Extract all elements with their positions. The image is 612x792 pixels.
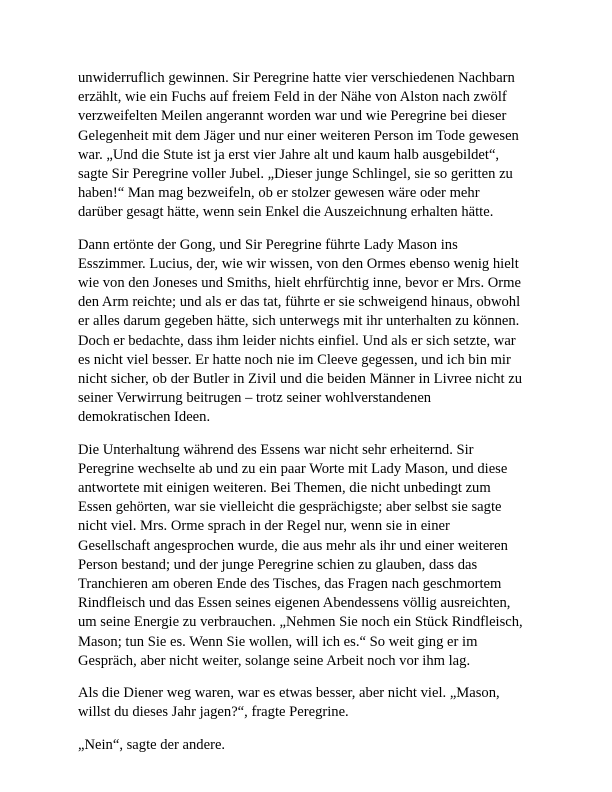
text-line: Tranchieren am oberen Ende des Tisches, das Fragen nach geschmortem (78, 576, 502, 593)
text-line: „Nein“, sagte der andere. (78, 736, 226, 753)
text-line: sagte Sir Peregrine voller Jubel. „Dieser junge Schlingel, sie so geritten zu (78, 166, 513, 183)
text-line: Rindfleisch und das Essen seines eigenen Abendessens völlig ausreichten, (78, 595, 511, 612)
text-line: willst du dieses Jahr jagen?“, fragte Peregrine. (78, 704, 349, 721)
text-line: Gesellschaft angesprochen wurde, die aus mehr als ihr und einer weiteren (78, 537, 508, 554)
text-line: Esszimmer. Lucius, der, wie wir wissen, von den Ormes ebenso wenig hielt (78, 255, 519, 272)
text-line: Peregrine wechselte ab und zu ein paar Worte mit Lady Mason, und diese (78, 460, 508, 477)
text-line: verzweifelten Meilen angerannt worden war und wie Peregrine bei dieser (78, 108, 507, 125)
text-line: war. „Und die Stute ist ja erst vier Jahre alt und kaum halb ausgebildet“, (78, 146, 500, 163)
text-line: Person bestand; und der junge Peregrine schien zu glauben, dass das (78, 556, 478, 573)
text-line: er alles darum gegeben hätte, sich unterwegs mit ihr unterhalten zu können. (78, 313, 520, 330)
paragraph-1 (78, 69, 540, 223)
text-line: Doch er bedachte, dass ihm leider nichts einfiel. Und als er sich setzte, war (78, 332, 516, 349)
text-line: darüber gesagt hätte, wenn sein Enkel die Auszeichnung erhalten hätte. (78, 204, 494, 221)
document-page (78, 69, 540, 768)
text-line: nicht sicher, ob der Butler in Zivil und die beiden Männer in Livree nicht zu (78, 371, 522, 388)
paragraph-2 (78, 236, 540, 428)
text-line: Essen gehörten, war sie vielleicht die gesprächigste; aber selbst sie sagte (78, 499, 502, 516)
text-line: nicht viel. Mrs. Orme sprach in der Regel nur, wenn sie in einer (78, 518, 450, 535)
paragraph-3 (78, 441, 540, 671)
text-line: Gespräch, aber nicht weiter, solange seine Arbeit noch vor ihm lag. (78, 652, 471, 669)
text-line: unwiderruflich gewinnen. Sir Peregrine hatte vier verschiedenen Nachbarn (78, 70, 515, 86)
text-line: Gelegenheit mit dem Jäger und nur einer weiteren Person im Tode gewesen (78, 127, 519, 144)
text-line: demokratischen Ideen. (78, 409, 211, 426)
text-line: es nicht viel besser. Er hatte noch nie im Cleeve gegessen, und ich bin mir (78, 351, 511, 368)
text-line: erzählt, wie ein Fuchs auf freiem Feld in der Nähe von Alston nach zwölf (78, 89, 507, 106)
text-line: antwortete mit einigen weiteren. Bei Themen, die nicht unbedingt zum (78, 480, 491, 497)
text-line: Die Unterhaltung während des Essens war nicht sehr erheiternd. Sir (78, 441, 474, 458)
paragraph-4 (78, 684, 540, 722)
text-line: wie von den Joneses und Smiths, hielt ehrfürchtig inne, bevor er Mrs. Orme (78, 275, 521, 292)
text-line: seiner Verwirrung beitrugen – trotz seiner wohlverstandenen (78, 390, 432, 407)
paragraph-5 (78, 736, 540, 755)
text-line: um seine Energie zu verbrauchen. „Nehmen Sie noch ein Stück Rindfleisch, (78, 614, 523, 631)
text-line: Dann ertönte der Gong, und Sir Peregrine führte Lady Mason ins (78, 236, 458, 253)
text-line: den Arm reichte; und als er das tat, führte er sie schweigend hinaus, obwohl (78, 294, 521, 311)
text-line: haben!“ Man mag bezweifeln, ob er stolzer gewesen wäre oder mehr (78, 185, 480, 202)
text-line: Als die Diener weg waren, war es etwas besser, aber nicht viel. „Mason, (78, 685, 500, 702)
text-line: Mason; tun Sie es. Wenn Sie wollen, will ich es.“ So weit ging er im (78, 633, 478, 650)
